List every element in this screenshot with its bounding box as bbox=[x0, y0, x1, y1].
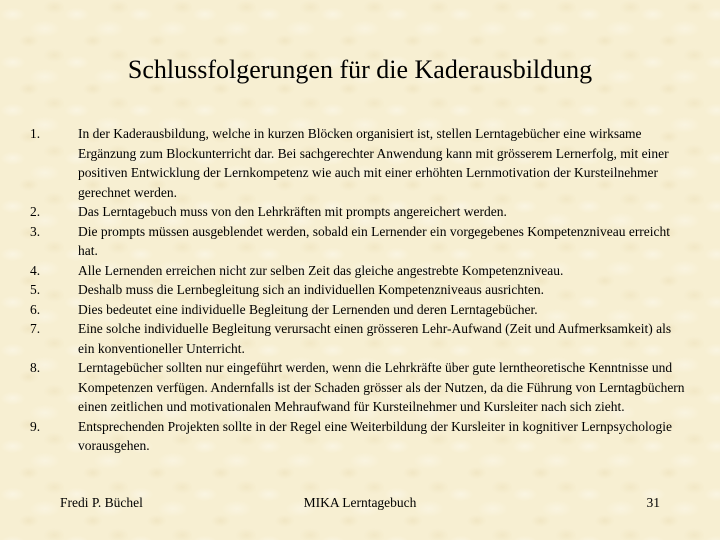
list-item-number: 3. bbox=[30, 223, 41, 239]
list-item-number: 5. bbox=[30, 282, 41, 297]
list-item-number: 8. bbox=[30, 360, 41, 375]
list-item-text: Eine solche individuelle Begleitung verursacht einen grösseren Lehr-Aufwand (Zeit und Aufmerksamkeit) als ein konventioneller Unterricht. bbox=[78, 321, 672, 356]
list-item bbox=[26, 261, 686, 281]
list-item-number: 4. bbox=[30, 262, 41, 278]
list-item-number: 6. bbox=[30, 301, 41, 317]
list-item bbox=[26, 124, 686, 202]
list-item-text: Entsprechenden Projekten sollte in der Regel eine Weiterbildung der Kursleiter in kognitiver Lernpsychologie vorausgehen. bbox=[78, 418, 672, 453]
footer-project: MIKA Lerntagebuch bbox=[303, 495, 417, 510]
list-item bbox=[26, 280, 686, 300]
list-item bbox=[26, 319, 686, 358]
list-item-text: In der Kaderausbildung, welche in kurzen Blöcken organisiert ist, stellen Lerntagebücher eine wirksame Ergänzung zum Blockunterricht dar. Bei sachgerechter Anwendung kann mit grösserem Lernerfolg, mit einer positiven Entwicklung der Lernkompetenz wie auch mit einer erhöhten Lernmotivation der Kursteilnehmer gerechnet werden. bbox=[78, 126, 669, 200]
footer-author: Fredi P. Büchel bbox=[60, 495, 143, 510]
list-item bbox=[26, 202, 686, 222]
footer-page-number: 31 bbox=[646, 495, 660, 510]
list-item bbox=[26, 300, 686, 320]
list-item-text: Lerntagebücher sollten nur eingeführt werden, wenn die Lehrkräfte über gute lerntheoretische Kenntnisse und Kompetenzen verfügen. Andernfalls ist der Schaden grösser als der Nutzen, da die Führung von Lerntagbüchern einen zeitlichen und motivationalen Mehraufwand für Kursteilnehmer und Kursleiter nach sich zieht. bbox=[78, 360, 685, 414]
list-item-text: Das Lerntagebuch muss von den Lehrkräften mit prompts angereichert werden. bbox=[78, 204, 507, 219]
list-item-number: 1. bbox=[30, 126, 41, 141]
list-item-number: 9. bbox=[30, 418, 41, 434]
list-item-text: Dies bedeutet eine individuelle Begleitung der Lernenden und deren Lerntagebücher. bbox=[78, 301, 538, 317]
list-item-text: Die prompts müssen ausgeblendet werden, sobald ein Lernender ein vorgegebenes Kompetenzniveau erreicht hat. bbox=[78, 223, 671, 258]
list-item bbox=[26, 358, 686, 417]
slide-title: Schlussfolgerungen für die Kaderausbildung bbox=[127, 55, 593, 84]
conclusions-list bbox=[26, 124, 686, 456]
list-item bbox=[26, 222, 686, 261]
list-item-text: Alle Lernenden erreichen nicht zur selben Zeit das gleiche angestrebte Kompetenzniveau. bbox=[78, 262, 564, 278]
list-item bbox=[26, 417, 686, 456]
list-item-number: 2. bbox=[30, 204, 41, 219]
list-item-text: Deshalb muss die Lernbegleitung sich an individuellen Kompetenzniveaus ausrichten. bbox=[78, 282, 545, 297]
list-item-number: 7. bbox=[30, 321, 41, 336]
